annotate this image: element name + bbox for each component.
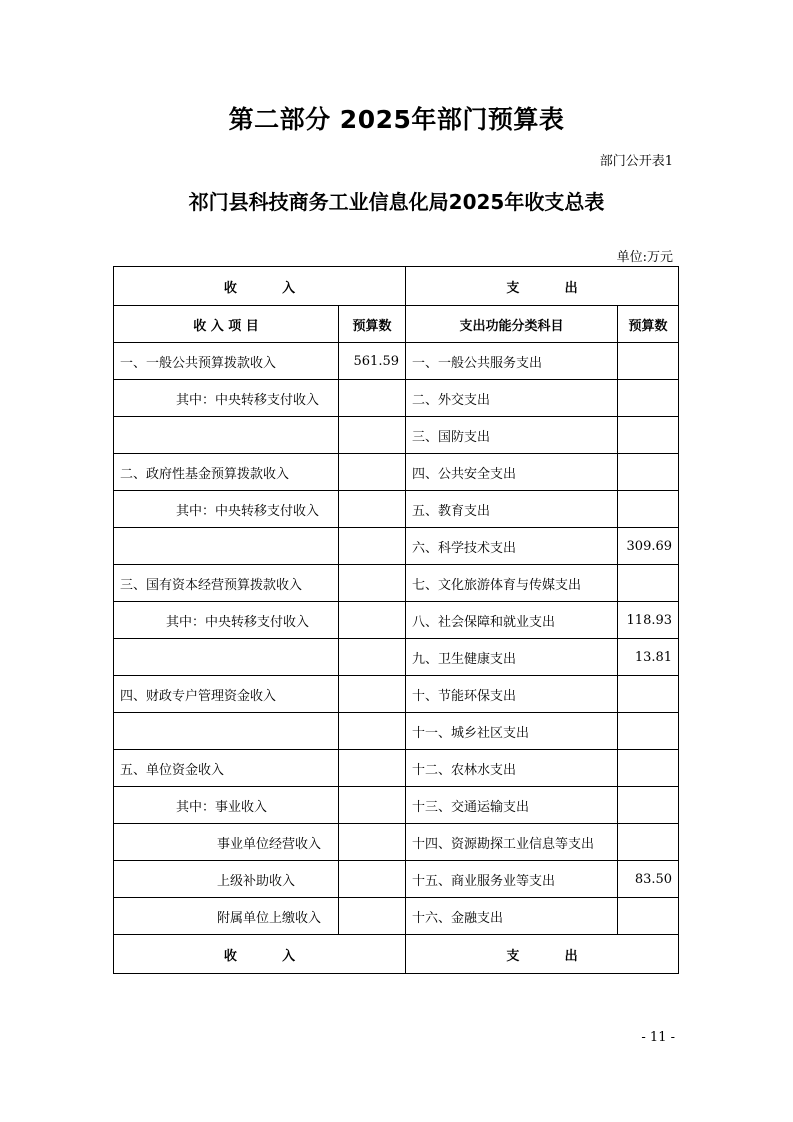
expense-amount (618, 676, 679, 713)
expense-item: 七、文化旅游体育与传媒支出 (406, 565, 618, 602)
income-footer: 收 入 (114, 935, 406, 974)
table-row (114, 898, 679, 935)
expense-amount: 309.69 (618, 528, 679, 565)
budget-summary-table (113, 266, 679, 974)
table-row (114, 676, 679, 713)
income-amount (339, 380, 406, 417)
income-amount (339, 713, 406, 750)
table-row (114, 602, 679, 639)
table-header-row (114, 267, 679, 306)
table-row (114, 343, 679, 380)
expense-item: 八、社会保障和就业支出 (406, 602, 618, 639)
income-amount (339, 565, 406, 602)
expense-item: 四、公共安全支出 (406, 454, 618, 491)
expense-item: 十六、金融支出 (406, 898, 618, 935)
income-item: 三、国有资本经营预算拨款收入 (114, 565, 339, 602)
table-row (114, 491, 679, 528)
income-item: 其中：中央转移支付收入 (114, 602, 339, 639)
expense-amount (618, 787, 679, 824)
table-row (114, 565, 679, 602)
income-item: 其中：事业收入 (114, 787, 339, 824)
income-amount (339, 491, 406, 528)
table-footer-row (114, 935, 679, 974)
table-row (114, 528, 679, 565)
expense-item: 五、教育支出 (406, 491, 618, 528)
expense-amount (618, 454, 679, 491)
income-item: 五、单位资金收入 (114, 750, 339, 787)
income-amount (339, 787, 406, 824)
expense-item: 十五、商业服务业等支出 (406, 861, 618, 898)
income-item (114, 639, 339, 676)
income-item (114, 528, 339, 565)
income-amount: 561.59 (339, 343, 406, 380)
expense-item: 十、节能环保支出 (406, 676, 618, 713)
expense-amount (618, 565, 679, 602)
part-title: 第二部分 2025年部门预算表 (228, 105, 565, 134)
income-item: 一、一般公共预算拨款收入 (114, 343, 339, 380)
table-row (114, 454, 679, 491)
expense-amount: 118.93 (618, 602, 679, 639)
income-amount (339, 750, 406, 787)
expense-item: 一、一般公共服务支出 (406, 343, 618, 380)
income-item: 附属单位上缴收入 (114, 898, 339, 935)
income-amount (339, 824, 406, 861)
expense-item-header: 支出功能分类科目 (406, 306, 618, 343)
table-row (114, 380, 679, 417)
table-row (114, 750, 679, 787)
income-amount (339, 528, 406, 565)
table-row (114, 787, 679, 824)
expense-amount (618, 380, 679, 417)
expense-amount (618, 750, 679, 787)
expense-amount (618, 417, 679, 454)
expense-budget-header: 预算数 (618, 306, 679, 343)
table-number: 部门公开表1 (599, 154, 673, 169)
table-row (114, 713, 679, 750)
income-amount (339, 454, 406, 491)
expense-item: 二、外交支出 (406, 380, 618, 417)
unit-label: 单位:万元 (616, 250, 673, 265)
expense-amount (618, 491, 679, 528)
income-amount (339, 417, 406, 454)
income-amount (339, 639, 406, 676)
income-item: 上级补助收入 (114, 861, 339, 898)
income-amount (339, 602, 406, 639)
expense-amount (618, 713, 679, 750)
income-budget-header: 预算数 (339, 306, 406, 343)
income-item: 其中：中央转移支付收入 (114, 380, 339, 417)
expense-amount (618, 824, 679, 861)
income-item (114, 713, 339, 750)
income-section-header: 收 入 (114, 267, 406, 306)
income-item: 四、财政专户管理资金收入 (114, 676, 339, 713)
income-item: 二、政府性基金预算拨款收入 (114, 454, 339, 491)
table-row (114, 639, 679, 676)
expense-amount: 13.81 (618, 639, 679, 676)
table-row (114, 824, 679, 861)
income-amount (339, 676, 406, 713)
expense-item: 十三、交通运输支出 (406, 787, 618, 824)
income-item (114, 417, 339, 454)
income-item: 事业单位经营收入 (114, 824, 339, 861)
expense-amount (618, 898, 679, 935)
expense-item: 九、卫生健康支出 (406, 639, 618, 676)
page-number: - 11 - (641, 1030, 675, 1045)
income-amount (339, 861, 406, 898)
expense-item: 十二、农林水支出 (406, 750, 618, 787)
expense-amount: 83.50 (618, 861, 679, 898)
expense-section-header: 支 出 (406, 267, 679, 306)
table-row (114, 861, 679, 898)
expense-item: 十一、城乡社区支出 (406, 713, 618, 750)
income-amount (339, 898, 406, 935)
income-item: 其中：中央转移支付收入 (114, 491, 339, 528)
expense-item: 六、科学技术支出 (406, 528, 618, 565)
page-title: 祁门县科技商务工业信息化局2025年收支总表 (188, 190, 605, 214)
expense-item: 三、国防支出 (406, 417, 618, 454)
expense-amount (618, 343, 679, 380)
table-subheader-row (114, 306, 679, 343)
table-row (114, 417, 679, 454)
income-item-header: 收 入 项 目 (114, 306, 339, 343)
expense-footer: 支 出 (406, 935, 679, 974)
expense-item: 十四、资源勘探工业信息等支出 (406, 824, 618, 861)
